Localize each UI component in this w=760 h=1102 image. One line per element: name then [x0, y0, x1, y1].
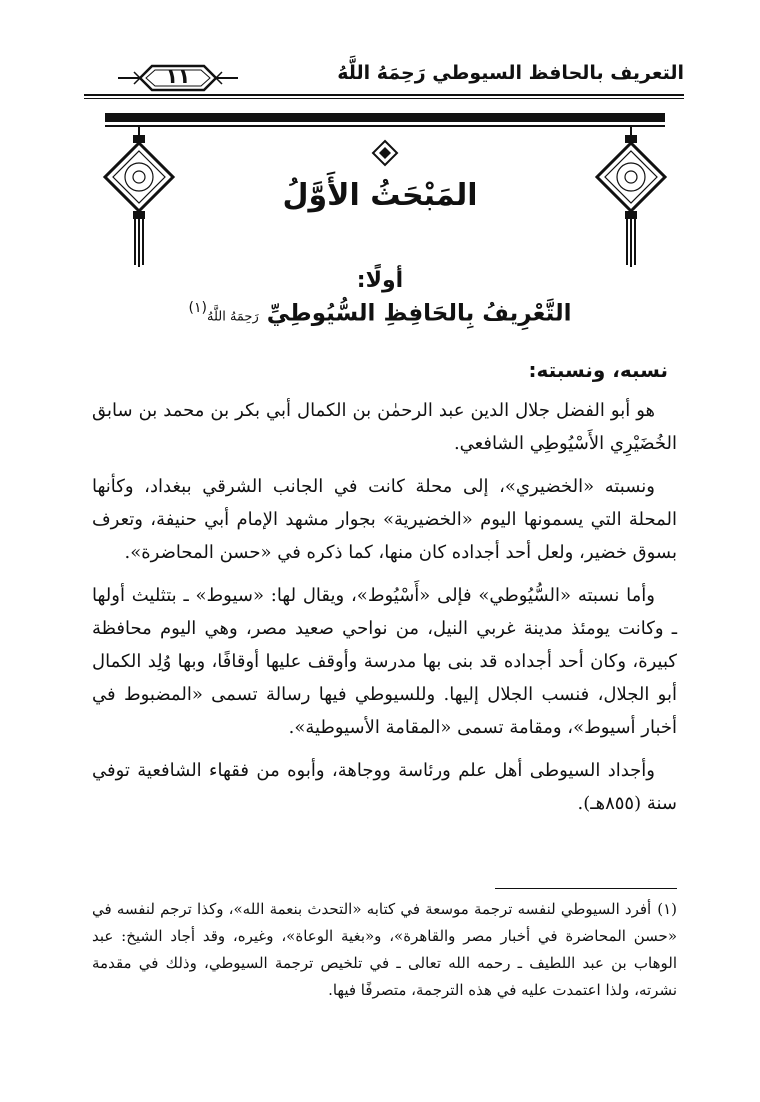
- section-title-text: التَّعْرِيفُ بِالحَافِظِ السُّيُوطِيِّ: [266, 300, 572, 327]
- paragraph: هو أبو الفضل جلال الدين عبد الرحمٰن بن الكمال أبي بكر بن محمد بن سابق الخُضَيْرِي الأَسْيُوطِي الشافعي.: [92, 400, 677, 454]
- paragraph: ونسبته «الخضيري»، إلى محلة كانت في الجانب الشرقي ببغداد، وكأنها المحلة التي يسمونها اليوم «الخضيرية» بجوار مشهد الإمام أبي حنيفة، وتعرف بسوق خضير، ولعل أحد أجداده كان منها، كما ذكره في «حسن المحاضرة».: [92, 476, 677, 563]
- section-number-label: أولًا:: [356, 268, 404, 293]
- header-rule: [84, 94, 684, 96]
- paragraph: وأجداد السيوطى أهل علم ورئاسة ووجاهة، وأبوه من فقهاء الشافعية توفي سنة (٨٥٥هـ).: [92, 760, 677, 814]
- page-number-badge: [118, 60, 238, 96]
- page-number: ١١: [165, 64, 191, 88]
- header-rule-thin: [84, 98, 684, 99]
- section-title: [0, 300, 760, 327]
- honorific: رَحِمَهُ اللَّهُ: [206, 309, 259, 325]
- running-header: [84, 60, 684, 100]
- footnote-separator: [495, 888, 677, 889]
- footnote-reference: (١): [188, 300, 207, 316]
- body-text: [92, 394, 677, 830]
- footnote: [92, 896, 677, 1004]
- footnote-text: أفرد السيوطي لنفسه ترجمة موسعة في كتابه «التحدث بنعمة الله»، وكذا ترجم لنفسه في «حسن المحاضرة في أخبار مصر والقاهرة»، و«بغية الوعاة»، وغيره، وقد أجاد الشيخ: عبد الوهاب بن عبد اللطيف ـ رحمه الله تعالى ـ في تلخيص ترجمة السيوطي، وذلك في مقدمة نشرته، ولذا اعتمدت عليه في هذه الترجمة، متصرفًا فيها.: [92, 900, 677, 999]
- footnote-number: (١): [657, 900, 677, 918]
- running-title: التعريف بالحافظ السيوطي رَحِمَهُ اللَّهُ: [337, 62, 684, 84]
- subsection-label: نسبه، ونسبته:: [528, 358, 668, 382]
- paragraph: وأما نسبته «السُّيُوطي» فإلى «أَسْيُوط»، ويقال لها: «سيوط» ـ بتثليث أولها ـ وكانت يومئذ مدينة غربي النيل، من نواحي صعيد مصر، وهي اليوم محافظة كبيرة، وكان أحد أجداده قد بنى بها مدرسة وأوقف عليها أوقافًا، وبها وُلِد الكمال أبو الجلال، فنسب الجلال إليها. وللسيوطي فيها رسالة تسمى «المضبوط في أخبار أسيوط»، ومقامة تسمى «المقامة الأسيوطية».: [92, 585, 677, 738]
- chapter-title: المَبْحَثُ الأَوَّلُ: [282, 178, 478, 213]
- center-diamond-icon: [373, 141, 397, 165]
